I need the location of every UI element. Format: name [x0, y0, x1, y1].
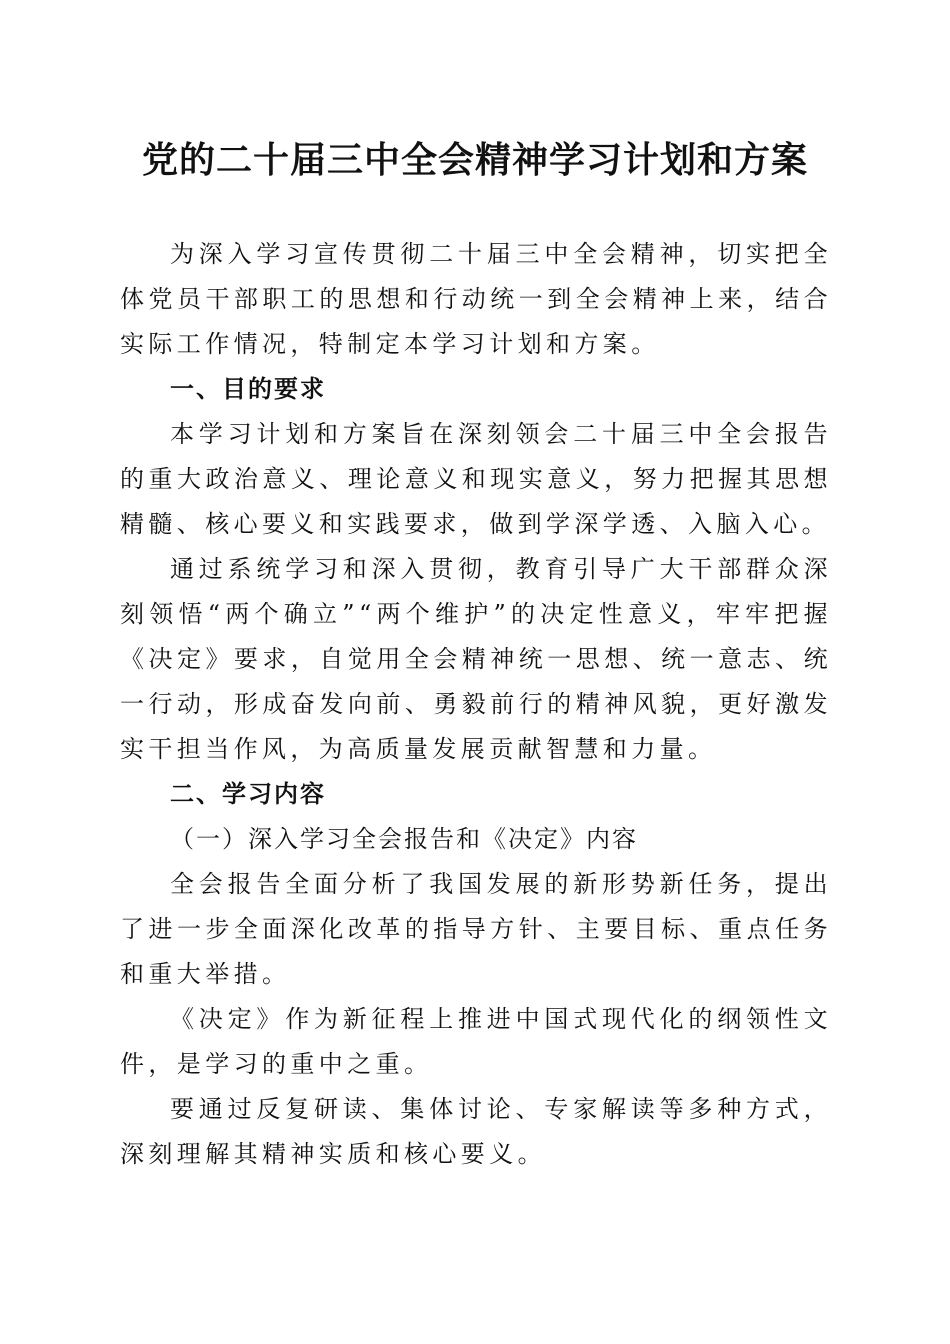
section2-paragraph-3: 要通过反复研读、集体讨论、专家解读等多种方式，深刻理解其精神实质和核心要义。 [120, 1095, 832, 1168]
section2-paragraph-1: 全会报告全面分析了我国发展的新形势新任务，提出了进一步全面深化改革的指导方针、主要目标、重点任务和重大举措。 [120, 870, 832, 988]
intro-paragraph: 为深入学习宣传贯彻二十届三中全会精神，切实把全体党员干部职工的思想和行动统一到全会精神上来，结合实际工作情况，特制定本学习计划和方案。 [120, 240, 832, 358]
document-body [120, 232, 832, 1177]
section2-heading: 二、学习内容 [170, 780, 326, 808]
section1-paragraph-1: 本学习计划和方案旨在深刻领会二十届三中全会报告的重大政治意义、理论意义和现实意义，努力把握其思想精髓、核心要义和实践要求，做到学深学透、入脑入心。 [120, 420, 832, 538]
section1-paragraph-2: 通过系统学习和深入贯彻，教育引导广大干部群众深刻领悟“两个确立”“两个维护”的决定性意义，牢牢把握《决定》要求，自觉用全会精神统一思想、统一意志、统一行动，形成奋发向前、勇毅前行的精神风貌，更好激发实干担当作风，为高质量发展贡献智慧和力量。 [120, 555, 832, 763]
section1-heading: 一、目的要求 [170, 375, 326, 403]
document-title: 党的二十届三中全会精神学习计划和方案 [141, 139, 808, 181]
section2-subheading: （一）深入学习全会报告和《决定》内容 [170, 825, 638, 853]
section2-paragraph-2: 《决定》作为新征程上推进中国式现代化的纲领性文件，是学习的重中之重。 [120, 1005, 832, 1078]
